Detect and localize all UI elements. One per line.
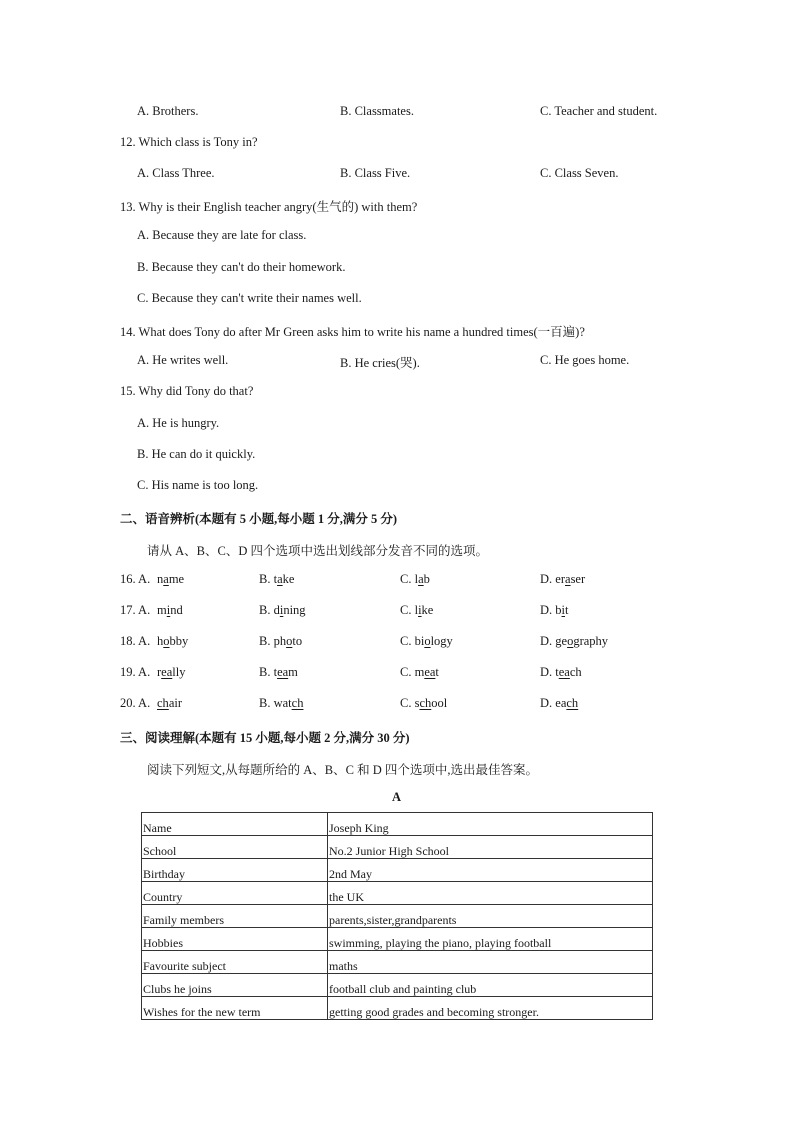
- q12-option-a: A. Class Three.: [137, 166, 215, 180]
- underlined-letters: ch: [291, 696, 304, 710]
- table-key: School: [142, 836, 328, 859]
- phonetics-q18-option-a: [157, 634, 188, 649]
- option-text-post: bby: [169, 634, 189, 648]
- underlined-letters: a: [277, 572, 283, 586]
- underlined-letters: i: [418, 603, 422, 617]
- table-row: [142, 997, 653, 1020]
- underlined-letters: o: [163, 634, 170, 648]
- underlined-letters: i: [279, 603, 284, 617]
- option-text-pre: h: [157, 634, 164, 648]
- profile-table: [141, 812, 653, 1020]
- phonetics-q18-option-b: [259, 634, 302, 649]
- section2-instruction: 请从 A、B、C、D 四个选项中选出划线部分发音不同的选项。: [147, 544, 488, 558]
- q14-option-b: B. He cries(哭).: [340, 356, 420, 370]
- phonetics-q20-option-d: [540, 696, 578, 711]
- option-text-post: t: [565, 603, 569, 617]
- phonetics-q19-option-d: [540, 665, 582, 680]
- table-value: football club and painting club: [328, 974, 653, 997]
- table-row: [142, 813, 653, 836]
- table-value: Joseph King: [328, 813, 653, 836]
- underlined-letters: ch: [566, 696, 579, 710]
- phonetics-q17-option-b: [259, 603, 306, 618]
- q14-option-c: C. He goes home.: [540, 353, 630, 367]
- option-text-pre: D. er: [540, 572, 565, 586]
- q12-option-b: B. Class Five.: [340, 166, 411, 180]
- underlined-letters: o: [286, 634, 293, 648]
- table-key: Clubs he joins: [142, 974, 328, 997]
- option-text-pre: r: [157, 665, 162, 679]
- table-value: maths: [328, 951, 653, 974]
- underlined-letters: ea: [161, 665, 173, 679]
- option-text-pre: B. ph: [259, 634, 287, 648]
- underlined-letters: a: [418, 572, 424, 586]
- underlined-letters: ch: [157, 696, 169, 710]
- table-key: Hobbies: [142, 928, 328, 951]
- option-text-post: ke: [421, 603, 434, 617]
- table-row: [142, 951, 653, 974]
- q11-option-b: B. Classmates.: [340, 104, 414, 118]
- option-text-post: graphy: [573, 634, 609, 648]
- section3-heading: 三、阅读理解(本题有 15 小题,每小题 2 分,满分 30 分): [120, 731, 410, 745]
- table-value: getting good grades and becoming stronger.: [328, 997, 653, 1020]
- phonetics-q17-option-d: [540, 603, 569, 618]
- option-text-post: lly: [172, 665, 186, 679]
- passage-label: A: [392, 790, 402, 804]
- option-text-pre: D. ea: [540, 696, 567, 710]
- q15-option-a: A. He is hungry.: [137, 416, 220, 430]
- q11-option-c: C. Teacher and student.: [540, 104, 658, 118]
- q15-option-c: C. His name is too long.: [137, 478, 259, 492]
- option-text-pre: m: [157, 603, 167, 617]
- option-text-post: t: [435, 665, 439, 679]
- option-text-post: ke: [282, 572, 295, 586]
- table-value: No.2 Junior High School: [328, 836, 653, 859]
- option-text-post: me: [168, 572, 185, 586]
- phonetics-q19-option-c: [400, 665, 439, 680]
- option-text-pre: C. m: [400, 665, 425, 679]
- phonetics-q17-option-c: [400, 603, 433, 618]
- phonetics-q18-number: 18. A.: [120, 634, 151, 648]
- table-key: Family members: [142, 905, 328, 928]
- underlined-letters: ea: [424, 665, 436, 679]
- option-text-post: air: [168, 696, 182, 710]
- table-key: Wishes for the new term: [142, 997, 328, 1020]
- phonetics-q20-option-c: [400, 696, 447, 711]
- q12-option-c: C. Class Seven.: [540, 166, 619, 180]
- section3-instruction: 阅读下列短文,从每题所给的 A、B、C 和 D 四个选项中,选出最佳答案。: [147, 763, 538, 777]
- underlined-letters: o: [567, 634, 574, 648]
- q11-option-a: A. Brothers.: [137, 104, 199, 118]
- option-text-pre: C. l: [400, 572, 419, 586]
- option-text-pre: D. b: [540, 603, 562, 617]
- underlined-letters: a: [163, 572, 169, 586]
- option-text-pre: D. ge: [540, 634, 568, 648]
- q13-option-c: C. Because they can't write their names well.: [137, 291, 362, 305]
- option-text-post: ool: [431, 696, 448, 710]
- table-value: swimming, playing the piano, playing football: [328, 928, 653, 951]
- q15-option-b: B. He can do it quickly.: [137, 447, 256, 461]
- q15-stem: 15. Why did Tony do that?: [120, 384, 254, 398]
- option-text-post: m: [288, 665, 298, 679]
- option-text-pre: n: [157, 572, 164, 586]
- phonetics-q18-option-d: [540, 634, 608, 649]
- option-text-post: ning: [283, 603, 306, 617]
- table-key: Country: [142, 882, 328, 905]
- q13-stem: 13. Why is their English teacher angry(生气的) with them?: [120, 200, 418, 214]
- table-row: [142, 974, 653, 997]
- option-text-post: nd: [170, 603, 183, 617]
- table-row: [142, 836, 653, 859]
- table-row: [142, 928, 653, 951]
- option-text-pre: B. t: [259, 665, 278, 679]
- q13-option-b: B. Because they can't do their homework.: [137, 260, 346, 274]
- table-value: 2nd May: [328, 859, 653, 882]
- option-text-pre: B. t: [259, 572, 278, 586]
- option-text-pre: C. bi: [400, 634, 425, 648]
- section2-heading: 二、语音辨析(本题有 5 小题,每小题 1 分,满分 5 分): [120, 512, 398, 526]
- table-key: Favourite subject: [142, 951, 328, 974]
- table-value: parents,sister,grandparents: [328, 905, 653, 928]
- phonetics-q19-option-a: [157, 665, 185, 680]
- q13-option-a: A. Because they are late for class.: [137, 228, 307, 242]
- underlined-letters: ea: [277, 665, 289, 679]
- option-text-pre: B. wat: [259, 696, 292, 710]
- table-key: Birthday: [142, 859, 328, 882]
- phonetics-q16-option-d: [540, 572, 585, 587]
- table-row: [142, 859, 653, 882]
- phonetics-q18-option-c: [400, 634, 453, 649]
- phonetics-q20-option-a: [157, 696, 182, 711]
- underlined-letters: i: [561, 603, 566, 617]
- phonetics-q19-number: 19. A.: [120, 665, 151, 679]
- phonetics-q16-option-a: [157, 572, 184, 587]
- option-text-post: ch: [569, 665, 582, 679]
- table-key: Name: [142, 813, 328, 836]
- q12-stem: 12. Which class is Tony in?: [120, 135, 258, 149]
- table-value: the UK: [328, 882, 653, 905]
- table-row: [142, 882, 653, 905]
- phonetics-q16-number: 16. A.: [120, 572, 151, 586]
- option-text-pre: C. l: [400, 603, 419, 617]
- underlined-letters: a: [565, 572, 571, 586]
- q14-stem: 14. What does Tony do after Mr Green asks him to write his name a hundred times(一百遍)?: [120, 325, 585, 339]
- option-text-post: ser: [570, 572, 586, 586]
- option-text-pre: D. t: [540, 665, 559, 679]
- phonetics-q17-option-a: [157, 603, 183, 618]
- underlined-letters: ch: [419, 696, 432, 710]
- table-row: [142, 905, 653, 928]
- option-text-pre: B. d: [259, 603, 280, 617]
- option-text-post: b: [423, 572, 430, 586]
- underlined-letters: o: [424, 634, 431, 648]
- phonetics-q20-option-b: [259, 696, 303, 711]
- phonetics-q16-option-c: [400, 572, 430, 587]
- phonetics-q19-option-b: [259, 665, 298, 680]
- option-text-post: logy: [430, 634, 453, 648]
- option-text-post: to: [292, 634, 303, 648]
- phonetics-q20-number: 20. A.: [120, 696, 151, 710]
- q14-option-a: A. He writes well.: [137, 353, 229, 367]
- underlined-letters: i: [166, 603, 171, 617]
- option-text-pre: C. s: [400, 696, 420, 710]
- phonetics-q17-number: 17. A.: [120, 603, 151, 617]
- underlined-letters: ea: [558, 665, 570, 679]
- phonetics-q16-option-b: [259, 572, 294, 587]
